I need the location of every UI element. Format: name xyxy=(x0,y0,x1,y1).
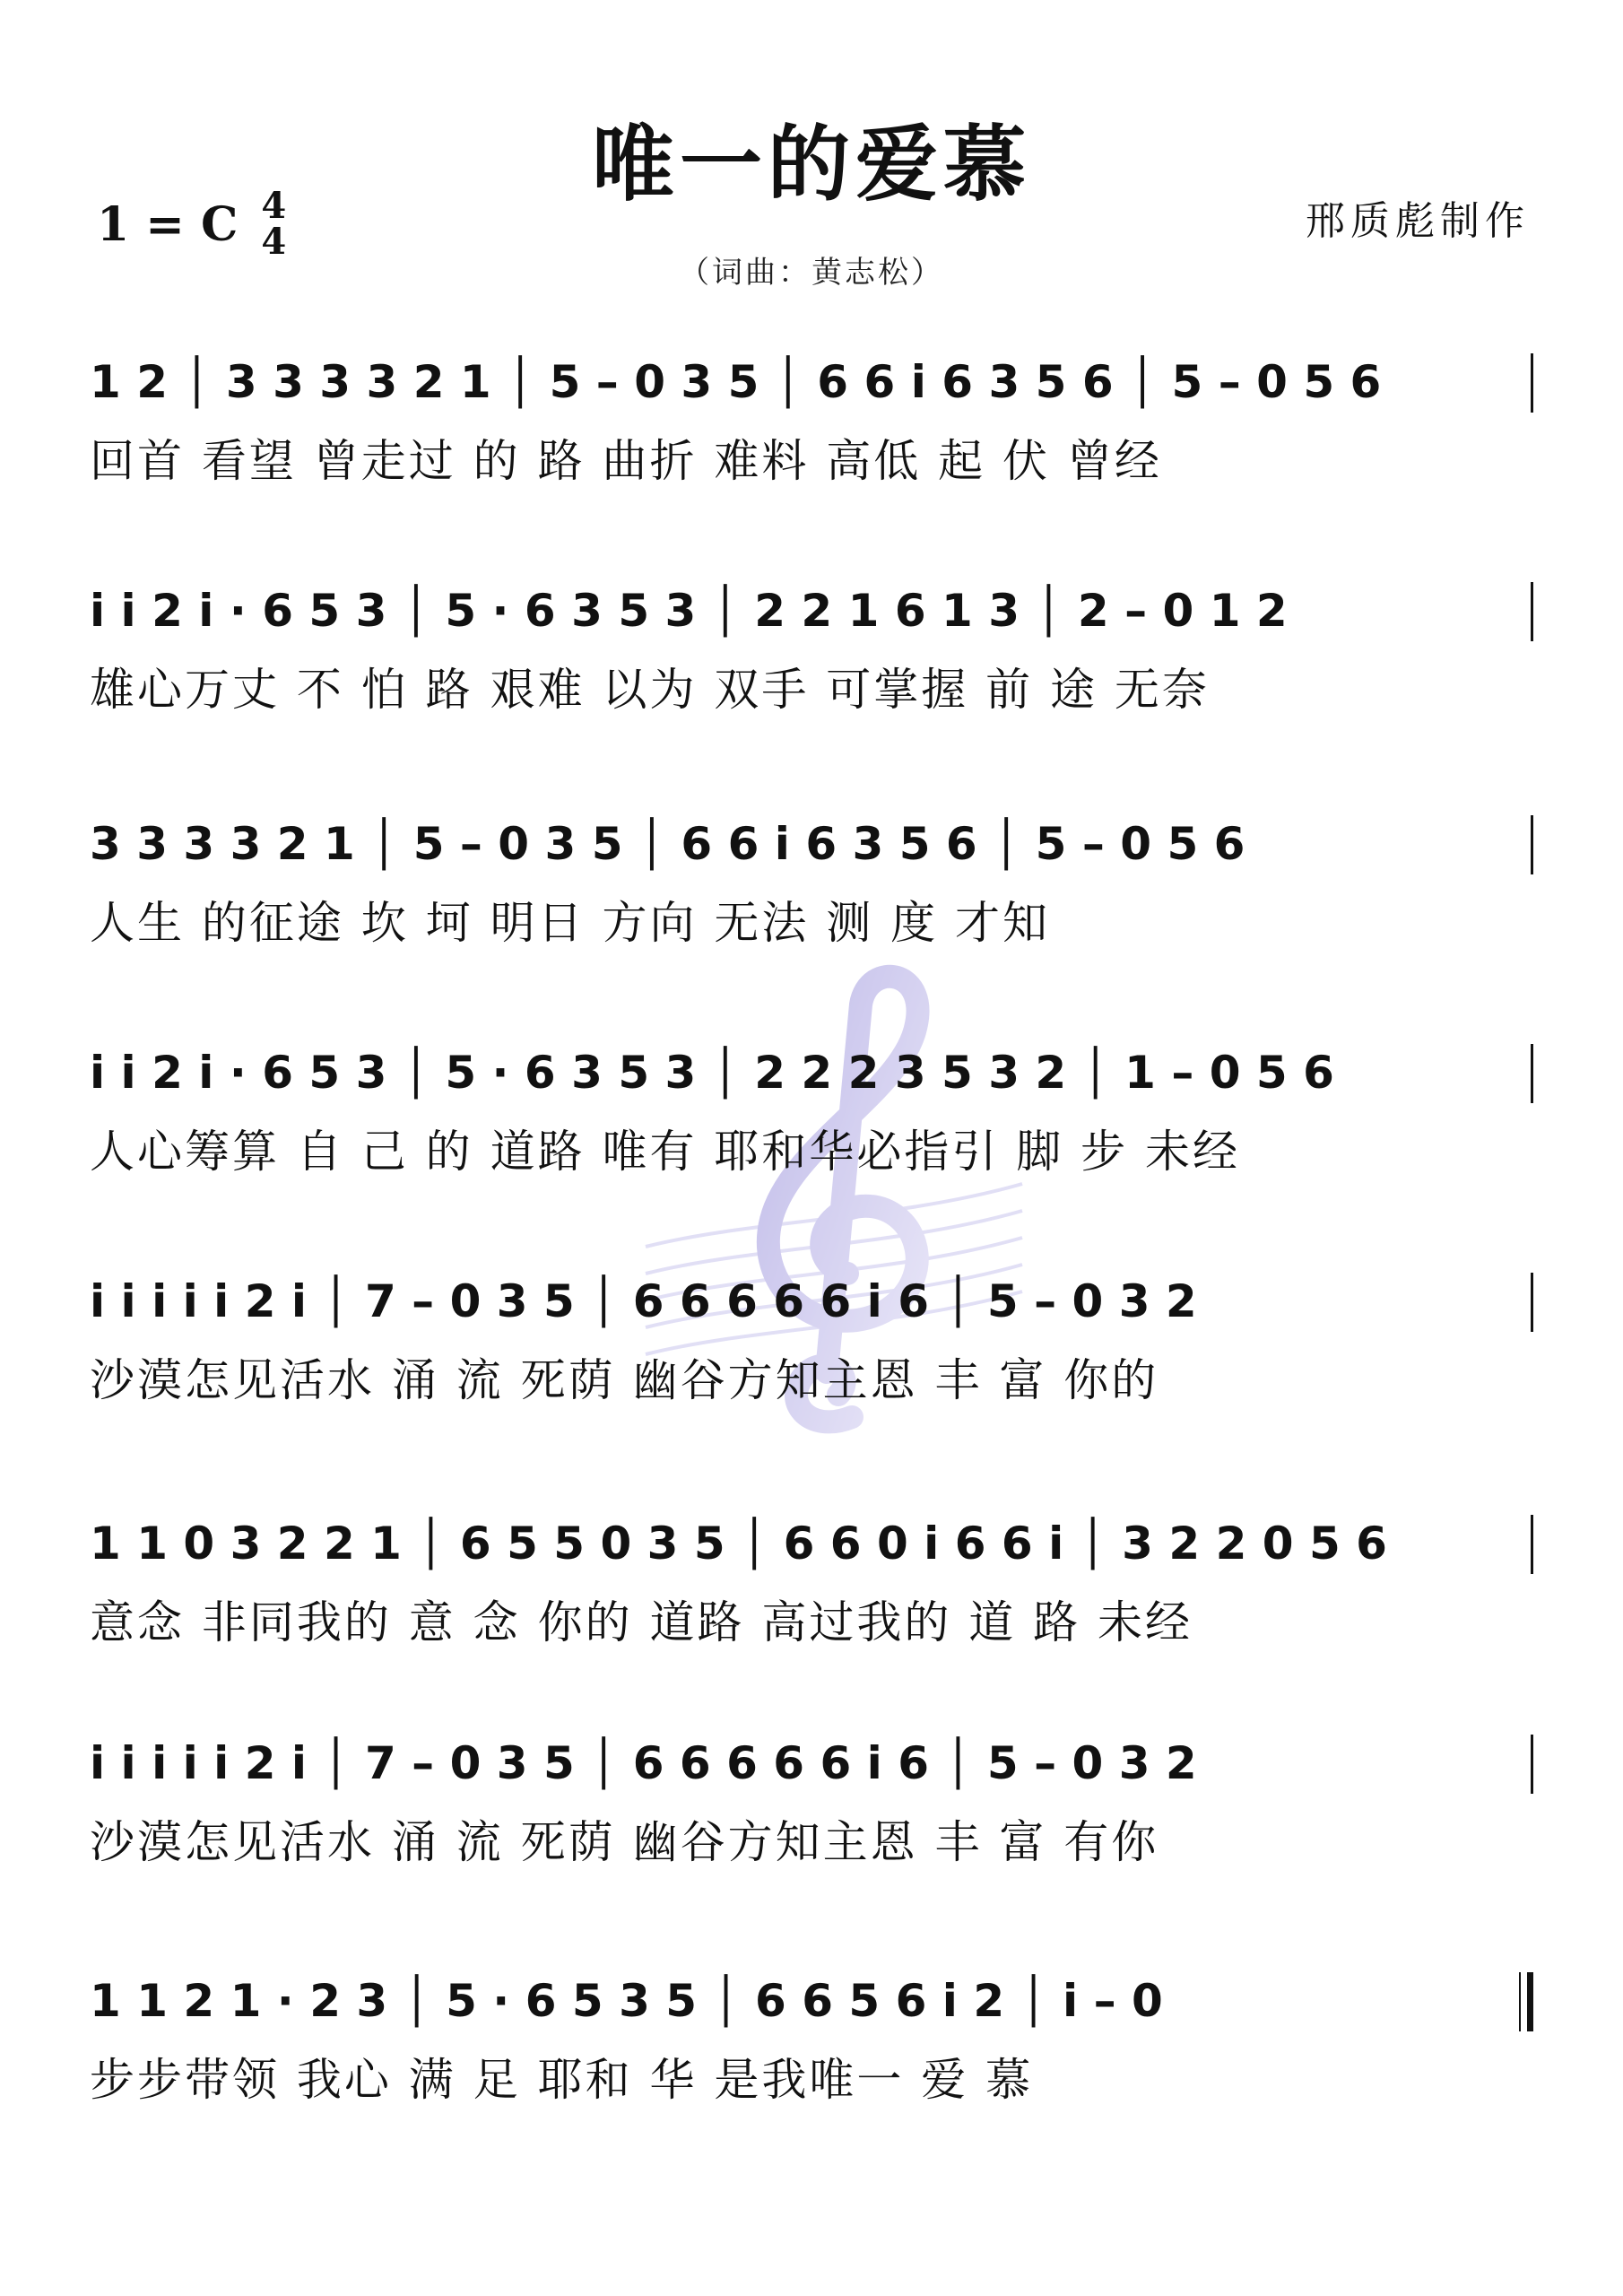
score-line xyxy=(90,1960,1533,2130)
notation-line: i i 2 i · 6 5 3 │ 5 · 6 3 5 3 │ 2 2 2 3 5 3 2 │ 1 – 0 5 6 xyxy=(90,1047,1334,1099)
notation-line: 3 3 3 3 2 1 │ 5 – 0 3 5 │ 6 6 i 6 3 5 6 │ 5 – 0 5 6 xyxy=(90,818,1245,870)
barline xyxy=(1531,815,1533,874)
lyric-line: 沙漠怎见活水 涌 流 死荫 幽谷方知主恩 丰 富 有你 xyxy=(90,1816,1159,1868)
lyric-line: 步步带领 我心 满 足 耶和 华 是我唯一 爱 慕 xyxy=(90,2054,1034,2106)
lyric-line: 人心筹算 自 己 的 道路 唯有 耶和华必指引 脚 步 未经 xyxy=(90,1126,1241,1178)
score-line xyxy=(90,570,1533,740)
barline xyxy=(1531,1044,1533,1103)
key-tonic: 1 = C xyxy=(97,196,239,252)
notation-line: 1 1 0 3 2 2 1 │ 6 5 5 0 3 5 │ 6 6 0 i 6 6 i │ 3 2 2 0 5 6 xyxy=(90,1518,1387,1570)
barline xyxy=(1527,1972,1533,2031)
lyric-line: 意念 非同我的 意 念 你的 道路 高过我的 道 路 未经 xyxy=(90,1596,1193,1648)
score-line xyxy=(90,1502,1533,1673)
barline xyxy=(1531,1515,1533,1574)
score-line xyxy=(90,1031,1533,1202)
lyric-line: 雄心万丈 不 怕 路 艰难 以为 双手 可掌握 前 途 无奈 xyxy=(90,664,1210,716)
barline xyxy=(1531,582,1533,641)
barline xyxy=(1531,1273,1533,1332)
song-title: 唯一的爱慕 xyxy=(591,117,1031,213)
score-line xyxy=(90,341,1533,511)
notation-line: i i i i i 2 i │ 7 – 0 3 5 │ 6 6 6 6 6 i 6 │ 5 – 0 3 2 xyxy=(90,1737,1197,1789)
arranger-credit: 邢质彪制作 xyxy=(1306,198,1530,244)
notation-line: 1 2 │ 3 3 3 3 2 1 │ 5 – 0 3 5 │ 6 6 i 6 3 5 6 │ 5 – 0 5 6 xyxy=(90,356,1382,408)
barline xyxy=(1531,353,1533,413)
lyric-line: 回首 看望 曾走过 的 路 曲折 难料 高低 起 伏 曾经 xyxy=(90,435,1162,487)
lyric-line: 人生 的征途 坎 坷 明日 方向 无法 测 度 才知 xyxy=(90,897,1051,949)
notation-line: 1 1 2 1 · 2 3 │ 5 · 6 5 3 5 │ 6 6 5 6 i 2 │ i – 0 xyxy=(90,1975,1163,2027)
score-line xyxy=(90,1260,1533,1431)
barline xyxy=(1531,1735,1533,1794)
time-signature-bottom: 4 xyxy=(261,221,287,263)
score-line xyxy=(90,1722,1533,1892)
lyric-line: 沙漠怎见活水 涌 流 死荫 幽谷方知主恩 丰 富 你的 xyxy=(90,1354,1159,1406)
composer-subtitle: （词曲：黄志松） xyxy=(679,255,944,291)
final-barline-thin xyxy=(1519,1972,1521,2031)
score-line xyxy=(90,803,1533,973)
notation-line: i i 2 i · 6 5 3 │ 5 · 6 3 5 3 │ 2 2 1 6 1 3 │ 2 – 0 1 2 xyxy=(90,585,1288,637)
time-signature-top: 4 xyxy=(261,185,287,227)
notation-line: i i i i i 2 i │ 7 – 0 3 5 │ 6 6 6 6 6 i 6 │ 5 – 0 3 2 xyxy=(90,1275,1197,1327)
